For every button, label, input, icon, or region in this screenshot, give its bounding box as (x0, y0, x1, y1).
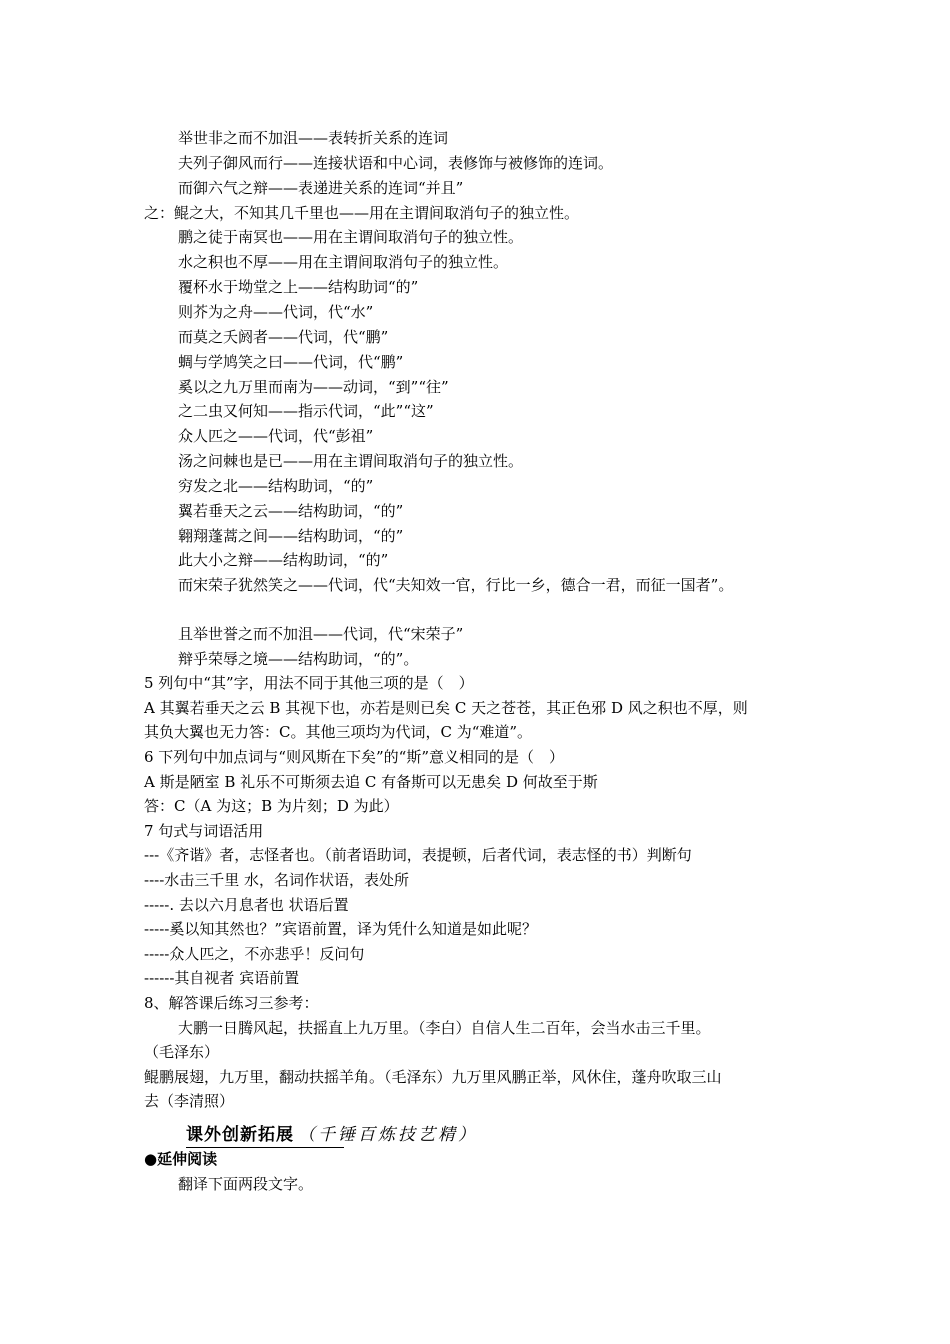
section-body: 翻译下面两段文字。 (178, 1175, 314, 1193)
text-line: 答：C（A 为这；B 为片刻；D 为此） (144, 797, 399, 816)
text-line: 8、解答课后练习三参考： (144, 994, 319, 1012)
text-line: 5 列句中“其”字，用法不同于其他三项的是（ ） (144, 674, 474, 693)
text-line: A 斯是陋室 B 礼乐不可斯须去追 C 有备斯可以无患矣 D 何故至于斯 (144, 772, 598, 791)
banner-underline (186, 1147, 344, 1148)
text-line: 7 句式与词语活用 (144, 821, 264, 840)
text-line: -----众人匹之，不亦悲乎！反问句 (144, 944, 365, 963)
text-line: 翱翔蓬蒿之间——结构助词，“的” (178, 526, 404, 545)
text-line: 穷发之北——结构助词，“的” (178, 476, 374, 495)
text-line: 夫列子御风而行——连接状语和中心词，表修饰与被修饰的连词。 (178, 153, 614, 172)
banner-title: 课外创新拓展 (186, 1125, 294, 1145)
text-line: 水之积也不厚——用在主谓间取消句子的独立性。 (178, 253, 509, 272)
text-line: 众人匹之——代词，代“彭祖” (178, 427, 374, 446)
text-line: 举世非之而不加沮——表转折关系的连词 (178, 129, 449, 147)
text-line: 汤之问棘也是已——用在主谓间取消句子的独立性。 (178, 452, 524, 471)
text-line: A 其翼若垂天之云 B 其视下也，亦若是则已矣 C 天之苍苍，其正色邪 D 风之积也不厚，则 (144, 698, 748, 717)
text-line: 而御六气之辩——表递进关系的连词“并且” (178, 178, 464, 197)
text-line: 辩乎荣辱之境——结构助词，“的”。 (178, 649, 419, 668)
text-line: 去（李清照） (144, 1092, 235, 1111)
section-banner (186, 1124, 478, 1146)
text-line: 蜩与学鸠笑之曰——代词，代“鹏” (178, 352, 404, 371)
text-line: 奚以之九万里而南为——动词，“到”“往” (178, 377, 449, 396)
text-line: 且举世誉之而不加沮——代词，代“宋荣子” (178, 625, 464, 643)
text-line: 此大小之辩——结构助词，“的” (178, 551, 389, 570)
text-line: 其负大翼也无力答：C。其他三项均为代词，C 为“难道”。 (144, 723, 533, 742)
text-line: 而宋荣子犹然笑之——代词，代“夫知效一官，行比一乡，德合一君，而征一国者”。 (178, 576, 734, 595)
banner-subtitle: （千锤百炼技艺精） (298, 1125, 478, 1145)
text-line: -----. 去以六月息者也 状语后置 (144, 895, 349, 914)
text-line: -----奚以知其然也？”宾语前置，译为凭什么知道是如此呢？ (144, 920, 538, 939)
text-line: 鲲鹏展翅，九万里，翻动扶摇羊角。（毛泽东）九万里风鹏正举，风休住，蓬舟吹取三山 (144, 1067, 722, 1086)
text-line: 则芥为之舟——代词，代“水” (178, 302, 374, 321)
text-line: ------其自视者 宾语前置 (144, 969, 300, 988)
text-line: （毛泽东） (144, 1043, 220, 1062)
text-line: 大鹏一日腾风起，扶摇直上九万里。（李白）自信人生二百年，会当水击三千里。 (178, 1018, 711, 1037)
text-line: 鹏之徒于南冥也——用在主谓间取消句子的独立性。 (178, 228, 524, 247)
text-line: 之：鲲之大，不知其几千里也——用在主谓间取消句子的独立性。 (144, 203, 580, 222)
text-line: ---《齐谐》者，志怪者也。（前者语助词，表提顿，后者代词，表志怪的书）判断句 (144, 846, 692, 865)
text-line: 6 下列句中加点词与“则风斯在下矣”的“斯”意义相同的是（ ） (144, 748, 564, 766)
text-line: ----水击三千里 水，名词作状语，表处所 (144, 871, 410, 889)
text-line: 翼若垂天之云——结构助词，“的” (178, 501, 404, 520)
text-line: 而莫之夭阏者——代词，代“鹏” (178, 327, 389, 346)
section-heading: ●延伸阅读 (144, 1150, 218, 1168)
text-line: 之二虫又何知——指示代词，“此”“这” (178, 402, 434, 421)
text-line: 覆杯水于坳堂之上——结构助词“的” (178, 278, 419, 297)
